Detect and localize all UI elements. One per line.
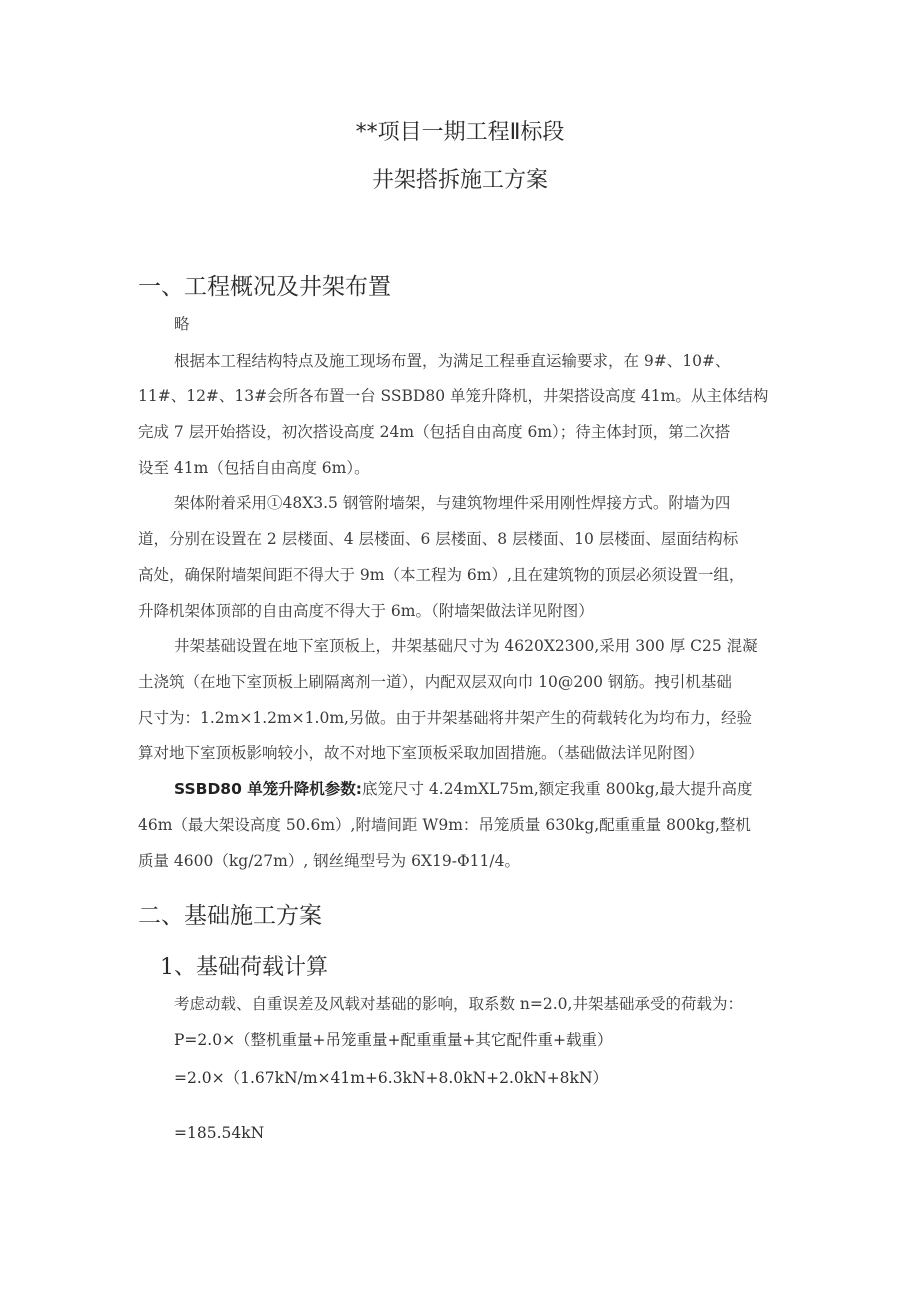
- para1-line3: 完成 7 层开始搭设，初次搭设高度 24m（包括自由高度 6m）；待主体封顶，第二次搭: [138, 423, 731, 441]
- document-title-line1: **项目一期工程Ⅱ标段: [355, 120, 565, 145]
- para2-line2: 道，分别在设置在 2 层楼面、4 层楼面、6 层楼面、8 层楼面、10 层楼面、屋面结构标: [138, 530, 739, 548]
- para3-line2: 土浇筑（在地下室顶板上刷隔离剂一道），内配双层双向巾 10@200 钢筋。拽引机基础: [138, 673, 732, 691]
- para4-line1: [174, 777, 753, 799]
- load-formula-line1: P=2.0×（整机重量+吊笼重量+配重重量+其它配件重+载重）: [174, 1031, 613, 1049]
- load-formula-line2: =2.0×（1.67kN/m×41m+6.3kN+8.0kN+2.0kN+8kN）: [174, 1069, 609, 1087]
- para4-line2: 46m（最大架设高度 50.6m）,附墙间距 W9m：吊笼质量 630kg,配重重量 800kg,整机: [138, 816, 751, 834]
- para1-line1: 根据本工程结构特点及施工现场布置，为满足工程垂直运输要求，在 9#、10#、: [174, 352, 731, 370]
- equipment-params-text: 底笼尺寸 4.24mXL75m,额定我重 800kg,最大提升高度: [361, 780, 753, 798]
- para2-line1: 架体附着采用①48X3.5 钢管附墙架，与建筑物埋件采用刚性焊接方式。附墙为四: [174, 494, 731, 512]
- load-calc-intro: 考虑动载、自重误差及风载对基础的影响，取系数 n=2.0,井架基础承受的荷载为：: [174, 995, 743, 1013]
- para1-line4: 设至 41m（包括自由高度 6m）。: [138, 459, 370, 477]
- document-title-line2: 井架搭拆施工方案: [371, 168, 548, 193]
- para1-line2: 11#、12#、13#会所各布置一台 SSBD80 单笼升降机，井架搭设高度 41m。从主体结构: [138, 387, 769, 405]
- para3-line3: 尺寸为：1.2m×1.2m×1.0m,另做。由于井架基础将井架产生的荷载转化为均布力，经验: [138, 709, 752, 727]
- para3-line1: 井架基础设置在地下室顶板上，井架基础尺寸为 4620X2300,采用 300 厚 C25 混凝: [174, 637, 758, 655]
- section2-heading: 二、基础施工方案: [138, 903, 322, 929]
- para3-line4: 算对地下室顶板影响较小，故不对地下室顶板采取加固措施。（基础做法详见附图）: [138, 744, 704, 762]
- para2-line4: 升降机架体顶部的自由高度不得大于 6m。（附墙架做法详见附图）: [138, 602, 594, 620]
- para2-line3: 高处，确保附墙架间距不得大于 9m（本工程为 6m）,且在建筑物的顶层必须设置一组，: [138, 566, 745, 584]
- equipment-params-label: SSBD80 单笼升降机参数:: [174, 780, 362, 798]
- subsection1-heading: 1、基础荷载计算: [160, 955, 328, 980]
- section1-omitted-note: 略: [174, 315, 190, 333]
- section1-heading: 一、工程概况及井架布置: [138, 274, 391, 300]
- load-result: =185.54kN: [174, 1124, 265, 1142]
- para4-line3: 质量 4600（kg/27m）, 钢丝绳型号为 6X19-Φ11/4。: [138, 852, 520, 870]
